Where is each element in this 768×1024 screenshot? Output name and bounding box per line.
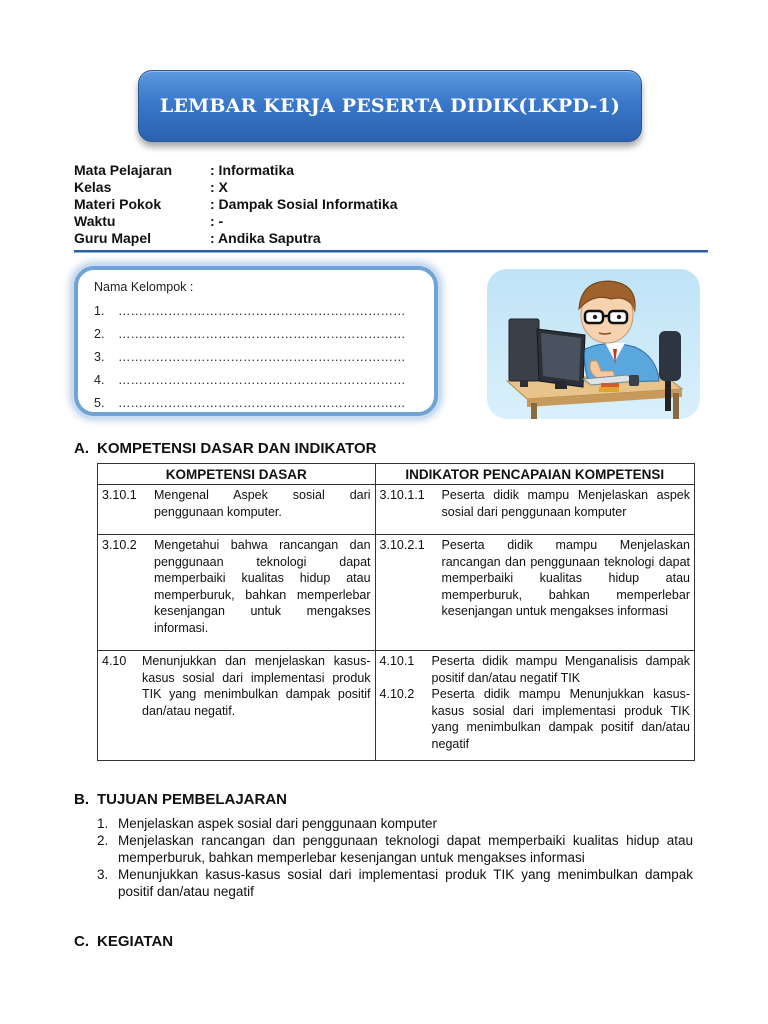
- info-value: : X: [210, 179, 228, 195]
- info-value: : Dampak Sosial Informatika: [210, 196, 398, 212]
- info-row-time: [74, 213, 398, 230]
- section-letter: A.: [74, 440, 89, 457]
- indicator-text: Peserta didik mampu Menunjukkan kasus-kasus sosial dari implementasi produk TIK yang menimbulkan dampak positif dan/atau negatif: [431, 687, 690, 751]
- member-number: 2.: [94, 327, 105, 341]
- indicator-code: 4.10.1: [379, 654, 415, 668]
- info-label: Materi Pokok: [74, 196, 162, 212]
- indicator-cell: [375, 651, 694, 761]
- kd-cell: [98, 651, 376, 761]
- section-heading-a: [74, 440, 376, 457]
- member-number: 1.: [94, 304, 105, 318]
- kd-item: [98, 651, 375, 719]
- member-number: 3.: [94, 350, 105, 364]
- kd-text: Menunjukkan dan menjelaskan kasus-kasus sosial dari implementasi produk TIK yang menimbulkan dampak positif dan/atau negatif.: [142, 654, 371, 718]
- indicator-code: 4.10.2: [379, 687, 415, 701]
- kd-text: Mengetahui bahwa rancangan dan penggunaan teknologi dapat memperbaiki kualitas hidup atau memperburuk, bahkan memperlebar kesenjangan untuk mengakses informasi.: [154, 538, 371, 635]
- page-title: LEMBAR KERJA PESERTA DIDIK(LKPD-1): [159, 95, 621, 117]
- section-heading-b: [74, 791, 287, 808]
- student-illustration-svg: [487, 269, 700, 419]
- info-value: : Andika Saputra: [210, 230, 321, 246]
- section-title: KOMPETENSI DASAR DAN INDIKATOR: [97, 440, 377, 457]
- objective-number: 3.: [97, 867, 109, 882]
- indicator-text: Peserta didik mampu Menganalisis dampak positif dan/atau negatif TIK: [431, 654, 690, 685]
- kd-cell: [98, 535, 376, 651]
- competency-table: [97, 463, 695, 761]
- info-row-teacher: [74, 230, 398, 247]
- kd-item: [98, 535, 375, 636]
- info-row-subject: [74, 162, 398, 179]
- objective-text: Menunjukkan kasus-kasus sosial dari implementasi produk TIK yang menimbulkan dampak positif dan/atau negatif: [118, 867, 693, 899]
- info-label: Mata Pelajaran: [74, 162, 173, 178]
- section-title: KEGIATAN: [97, 933, 174, 950]
- group-title: Nama Kelompok :: [94, 280, 194, 294]
- info-row-topic: [74, 196, 398, 213]
- table-row: [98, 535, 695, 651]
- column-header: INDIKATOR PENCAPAIAN KOMPETENSI: [375, 464, 694, 485]
- table-header-row: [98, 464, 695, 485]
- title-banner: [138, 70, 642, 142]
- section-letter: B.: [74, 791, 89, 808]
- indicator-cell: [375, 485, 694, 535]
- indicator-item: [376, 535, 694, 620]
- objective-number: 2.: [97, 833, 109, 848]
- kd-code: 3.10.1: [102, 488, 137, 502]
- header-divider: [74, 250, 708, 253]
- section-letter: C.: [74, 933, 89, 950]
- kd-cell: [98, 485, 376, 535]
- objectives-list: [97, 815, 693, 900]
- indicator-code: 3.10.1.1: [379, 488, 425, 502]
- group-member-line[interactable]: [94, 300, 420, 323]
- list-item: [97, 866, 693, 900]
- kd-item: [98, 485, 375, 520]
- info-value: : -: [210, 213, 224, 229]
- student-computer-illustration: [487, 269, 700, 419]
- member-number: 5.: [94, 396, 105, 410]
- objective-text: Menjelaskan rancangan dan penggunaan teknologi dapat memperbaiki kualitas hidup atau memperburuk, bahkan memperlebar kesenjangan untuk mengakses informasi: [118, 833, 693, 865]
- indicator-code: 3.10.2.1: [379, 538, 425, 552]
- member-number: 4.: [94, 373, 105, 387]
- info-label: Guru Mapel: [74, 230, 152, 246]
- indicator-item: [376, 651, 694, 686]
- kd-text: Mengenal Aspek sosial dari penggunaan komputer.: [154, 488, 371, 519]
- group-member-line[interactable]: [94, 392, 420, 415]
- section-heading-c: [74, 933, 173, 950]
- group-names-box: [74, 266, 438, 416]
- info-row-class: [74, 179, 398, 196]
- info-label: Kelas: [74, 179, 112, 195]
- indicator-item: [376, 686, 694, 752]
- indicator-item: [376, 485, 694, 520]
- indicator-cell: [375, 535, 694, 651]
- indicator-text: Peserta didik mampu Menjelaskan aspek sosial dari penggunaan komputer: [441, 488, 690, 519]
- group-member-line[interactable]: [94, 346, 420, 369]
- list-item: [97, 832, 693, 866]
- member-blank: ……………………………………………………………: [118, 350, 406, 364]
- objective-text: Menjelaskan aspek sosial dari penggunaan komputer: [118, 816, 437, 831]
- kd-code: 3.10.2: [102, 538, 137, 552]
- column-header: KOMPETENSI DASAR: [98, 464, 376, 485]
- table-row: [98, 485, 695, 535]
- section-title: TUJUAN PEMBELAJARAN: [97, 791, 288, 808]
- info-value: : Informatika: [210, 162, 295, 178]
- info-block: [74, 162, 398, 247]
- indicator-text: Peserta didik mampu Menjelaskan rancangan dan penggunaan teknologi dapat memperbaiki kualitas hidup atau memperburuk, bahkan memperlebar kesenjangan untuk mengakses informasi: [441, 538, 690, 618]
- group-member-line[interactable]: [94, 323, 420, 346]
- member-blank: ……………………………………………………………: [118, 304, 406, 318]
- group-member-line[interactable]: [94, 369, 420, 392]
- member-blank: ……………………………………………………………: [118, 373, 406, 387]
- member-blank: ……………………………………………………………: [118, 327, 406, 341]
- info-label: Waktu: [74, 213, 116, 229]
- member-blank: ……………………………………………………………: [118, 396, 406, 410]
- list-item: [97, 815, 693, 832]
- table-row: [98, 651, 695, 761]
- objective-number: 1.: [97, 816, 109, 831]
- kd-code: 4.10: [102, 654, 127, 668]
